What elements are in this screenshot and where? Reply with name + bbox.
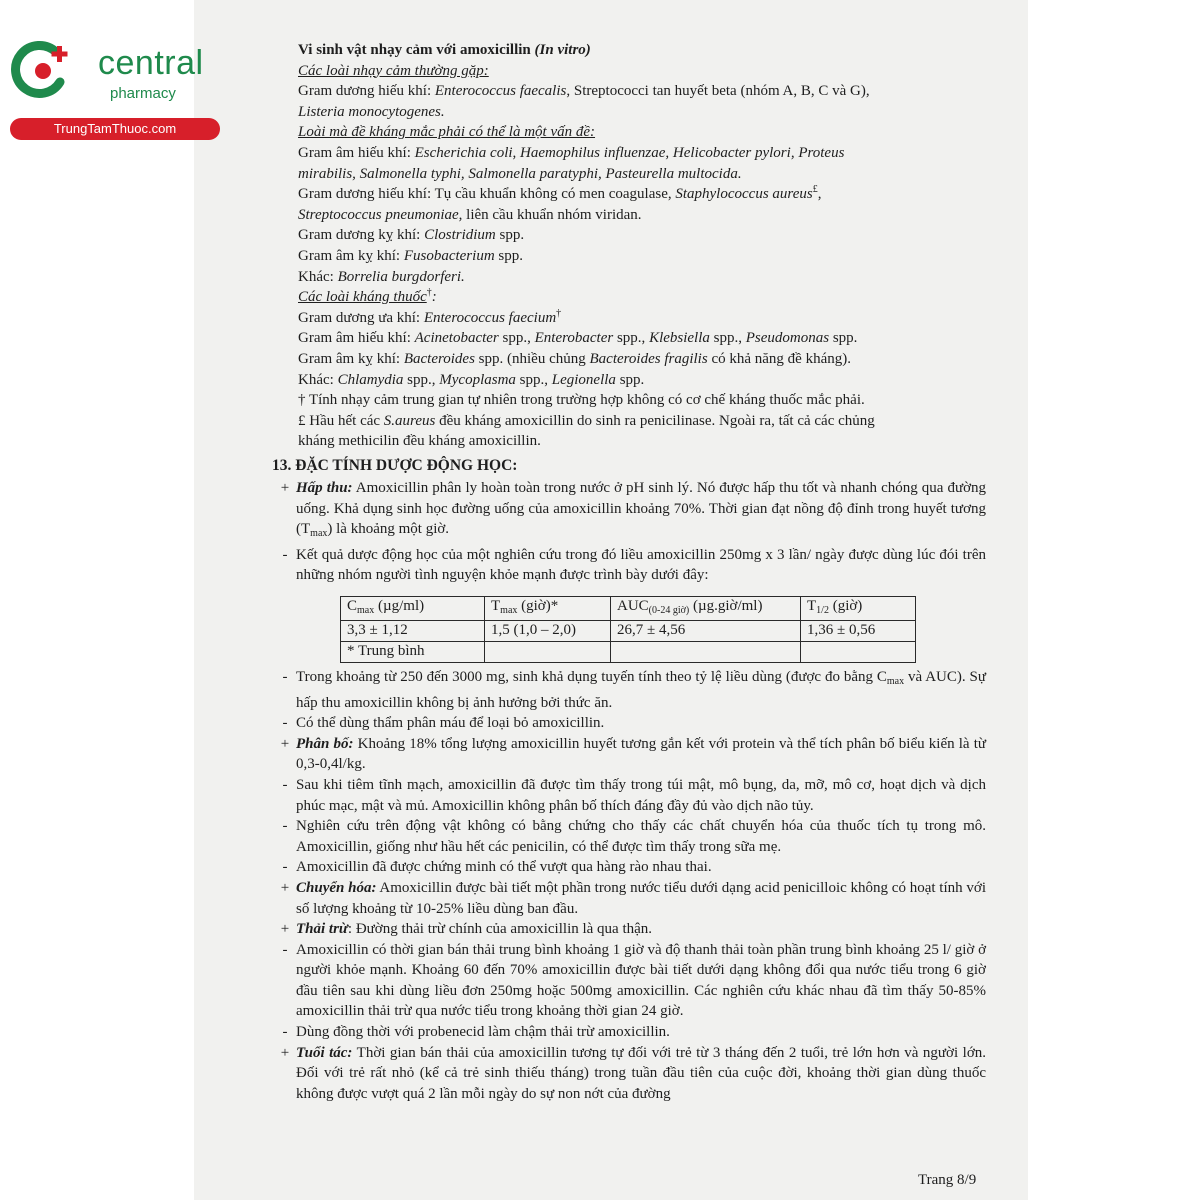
micro-line: Gram âm kỵ khí: Bacteroides spp. (nhiều chủng Bacteroides fragilis có khả năng đề kháng).: [298, 350, 851, 367]
table-cell: [485, 641, 611, 662]
resistant-heading: Các loài kháng thuốc†:: [298, 287, 437, 306]
dash-bullet: -: [282, 546, 288, 563]
animal-paragraph: - Nghiên cứu trên động vật không có bằng chứng cho thấy các chất chuyển hóa của thuốc tích tụ trong mô. Amoxicillin, giống như hầu hết các penicilin, có thể được tìm thấy trong sữa mẹ.: [296, 816, 986, 857]
placenta-paragraph: - Amoxicillin đã được chứng minh có thể vượt qua hàng rào nhau thai.: [296, 857, 986, 878]
micro-line: Khác: Borrelia burgdorferi.: [298, 268, 465, 285]
dialysis-paragraph: - Có thể dùng thẩm phân máu để loại bỏ amoxicillin.: [296, 713, 986, 734]
dash-bullet: -: [282, 818, 288, 835]
micro-title: Vi sinh vật nhạy cảm với amoxicillin (In vitro): [298, 42, 591, 58]
metabolism-paragraph: + Chuyển hóa: Amoxicillin được bài tiết một phần trong nước tiểu dưới dạng acid penicilloic không có hoạt tính với số lượng khoảng từ 10-25% liều dùng ban đầu.: [296, 878, 986, 919]
micro-line: Khác: Chlamydia spp., Mycoplasma spp., Legionella spp.: [298, 371, 645, 388]
dash-bullet: -: [282, 715, 288, 732]
halflife-paragraph: - Amoxicillin có thời gian bán thải trung bình khoảng 1 giờ và độ thanh thải toàn phần trung bình khoảng 25 l/ giờ ở người khỏe mạnh. Khoảng 60 đến 70% amoxicillin được bài tiết dưới dạng không đổi qua nước tiểu trong 6 giờ đầu tiên sau khi dùng liều đơn 250mg hoặc 500mg amoxicillin. Các nghiên cứu khác nhau đã tìm thấy 50-85% amoxicillin thải trừ qua nước tiểu trong khoảng thời gian 24 giờ.: [296, 940, 986, 1022]
age-paragraph: + Tuổi tác: Thời gian bán thải của amoxicillin tương tự đối với trẻ từ 3 tháng đến 2 tuổi, trẻ lớn hơn và người lớn. Đối với trẻ rất nhỏ (kể cả trẻ sinh thiếu tháng) trong tuần đầu tiên của cuộc đời, khoảng thời gian dùng thuốc không được vượt quá 2 lần mỗi ngày do sự non nớt của đường: [296, 1043, 986, 1105]
acquired-resistance-heading: Loài mà đề kháng mắc phải có thể là một vấn đề:: [298, 124, 596, 141]
plus-bullet: +: [280, 879, 290, 896]
elimination-paragraph: + Thải trừ: Đường thải trừ chính của amoxicillin là qua thận.: [296, 919, 986, 940]
pharmacokinetics-section: [280, 478, 987, 1104]
pk-table: [340, 596, 916, 663]
footnote-pound: £ Hầu hết các S.aureus đều kháng amoxicillin do sinh ra penicilinase. Ngoài ra, tất cả các chủng: [298, 412, 875, 429]
dash-bullet: -: [282, 1024, 288, 1041]
table-header-row: [341, 596, 916, 620]
micro-line: Gram dương hiếu khí: Tụ cầu khuẩn không có men coagulase, Staphylococcus aureus£,: [298, 184, 822, 203]
central-pharmacy-logo: [10, 34, 225, 144]
table-header-cell: $T_{max}$ (giờ)*: [485, 596, 611, 620]
dash-bullet: -: [282, 776, 288, 793]
plus-bullet: +: [280, 1044, 290, 1061]
footnote-pound-cont: kháng methicilin đều kháng amoxicillin.: [298, 433, 541, 450]
micro-line: Streptococcus pneumoniae, liên cầu khuẩn nhóm viridan.: [298, 206, 642, 223]
study-paragraph: - Kết quả dược động học của một nghiên cứu trong đó liều amoxicillin 250mg x 3 lần/ ngày được dùng lúc đói trên những nhóm người tình nguyện khỏe mạnh được trình bày dưới đây:: [296, 545, 986, 586]
table-cell: 3,3 ± 1,12: [341, 620, 485, 641]
plus-bullet: +: [280, 921, 290, 938]
plus-bullet: +: [280, 480, 290, 496]
table-header-cell: $AUC_{(0-24 giờ)}$ (µg.giờ/ml): [611, 596, 801, 620]
dash-bullet: -: [282, 859, 288, 876]
dash-bullet: -: [282, 941, 288, 958]
table-row: [341, 620, 916, 641]
micro-line: Gram âm hiếu khí: Acinetobacter spp., Enterobacter spp., Klebsiella spp., Pseudomonas spp.: [298, 330, 858, 347]
micro-line: Gram âm hiếu khí: Escherichia coli, Haemophilus influenzae, Helicobacter pylori, Proteus: [298, 144, 845, 161]
micro-line: Gram dương hiếu khí: Enterococcus faecalis, Streptococci tan huyết beta (nhóm A, B, C và G),: [298, 83, 870, 100]
section-heading-pharmacokinetics: 13. ĐẶC TÍNH DƯỢC ĐỘNG HỌC:: [272, 457, 518, 474]
iv-paragraph: - Sau khi tiêm tĩnh mạch, amoxicillin đã được tìm thấy trong túi mật, mô bụng, da, mỡ, mô cơ, hoạt dịch và dịch phúc mạc, mật và mủ. Amoxicillin không phân bố thích đáng đầy đủ vào dịch não tủy.: [296, 775, 986, 816]
micro-line: Gram dương kỵ khí: Clostridium spp.: [298, 227, 525, 244]
table-cell: 1,5 (1,0 – 2,0): [485, 620, 611, 641]
distribution-paragraph: + Phân bố: Khoảng 18% tổng lượng amoxicillin huyết tương gắn kết với protein và thể tích phân bố biểu kiến là từ 0,3-0,4l/kg.: [296, 734, 986, 775]
table-header-cell: $C_{max}$ (µg/ml): [341, 596, 485, 620]
pharmacy-cross-logo-icon: [10, 38, 76, 104]
micro-line: mirabilis, Salmonella typhi, Salmonella paratyphi, Pasteurella multocida.: [298, 165, 742, 182]
probenecid-paragraph: - Dùng đồng thời với probenecid làm chậm thải trừ amoxicillin.: [296, 1022, 986, 1043]
table-cell: [611, 641, 801, 662]
footnote-dagger: † Tính nhạy cảm trung gian tự nhiên trong trường hợp không có cơ chế kháng thuốc mắc phải.: [298, 392, 865, 409]
brand-tagline: pharmacy: [110, 85, 176, 102]
brand-name: central: [98, 44, 204, 82]
micro-line: Gram âm kỵ khí: Fusobacterium spp.: [298, 247, 523, 264]
page-number: Trang 8/9: [918, 1172, 977, 1188]
linear-paragraph: - Trong khoảng từ 250 đến 3000 mg, sinh khả dụng tuyến tính theo tỷ lệ liều dùng (được đo bằng $C_{max}$ và AUC). Sự hấp thu amoxicillin không bị ảnh hưởng bởi thức ăn.: [296, 667, 986, 713]
absorption-paragraph: + Hấp thu: Amoxicillin phân ly hoàn toàn trong nước ở pH sinh lý. Nó được hấp thu tốt và nhanh chóng qua đường uống. Khả dụng sinh học đường uống của amoxicillin khoảng 70%. Thời gian đạt nồng độ đỉnh trong huyết tương $(T_{max})$ là khoảng một giờ.: [296, 478, 986, 545]
brand-website: TrungTamThuoc.com: [10, 118, 220, 140]
plus-bullet: +: [280, 735, 290, 752]
table-header-cell: $T_{1/2}$ (giờ): [801, 596, 916, 620]
table-cell: 1,36 ± 0,56: [801, 620, 916, 641]
table-cell: [801, 641, 916, 662]
micro-line: Listeria monocytogenes.: [298, 103, 445, 120]
micro-line: Gram dương ưa khí: Enterococcus faecium†: [298, 307, 562, 326]
microbiology-section: [298, 40, 988, 452]
table-cell: 26,7 ± 4,56: [611, 620, 801, 641]
dash-bullet: -: [282, 668, 288, 685]
susceptible-heading: Các loài nhạy cảm thường gặp:: [298, 62, 489, 79]
table-row: [341, 641, 916, 662]
table-footnote-cell: * Trung bình: [341, 641, 485, 662]
